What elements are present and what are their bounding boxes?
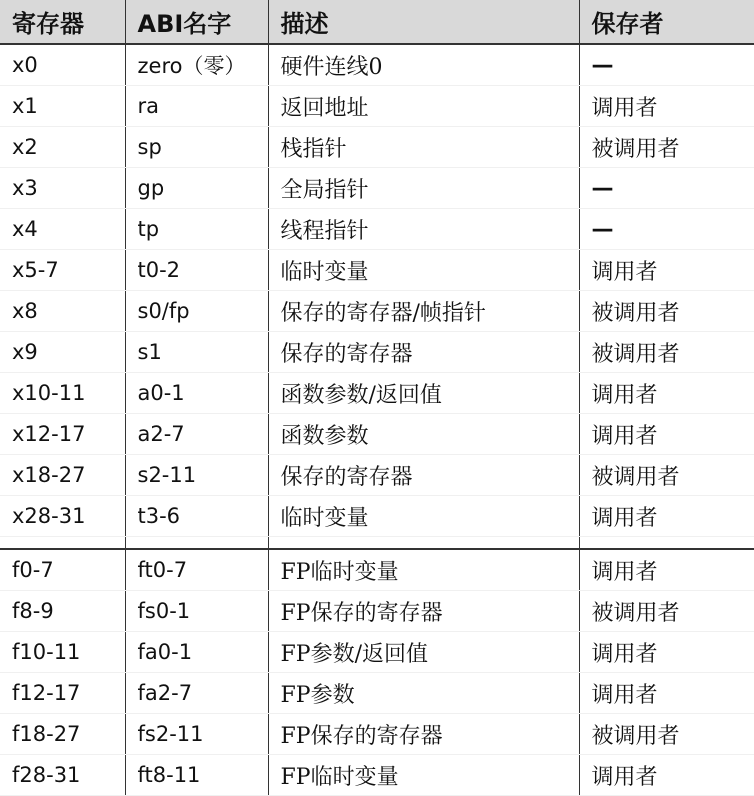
saver-cell: 被调用者 xyxy=(579,291,754,332)
description-cell: FP参数 xyxy=(268,673,579,714)
register-cell: x12-17 xyxy=(0,414,125,455)
register-cell: x4 xyxy=(0,209,125,250)
spacer-cell xyxy=(0,537,125,550)
description-cell: 全局指针 xyxy=(268,168,579,209)
saver-cell: — xyxy=(579,168,754,209)
register-cell: x9 xyxy=(0,332,125,373)
saver-cell: 调用者 xyxy=(579,373,754,414)
table-row xyxy=(0,414,754,455)
table-row xyxy=(0,632,754,673)
header-saver: 保存者 xyxy=(579,0,754,44)
abi-name-cell: gp xyxy=(125,168,268,209)
saver-cell: 调用者 xyxy=(579,250,754,291)
description-cell: 保存的寄存器 xyxy=(268,332,579,373)
table-row xyxy=(0,496,754,537)
header-row xyxy=(0,0,754,44)
register-cell: x3 xyxy=(0,168,125,209)
saver-cell: 被调用者 xyxy=(579,455,754,496)
abi-name-cell: t3-6 xyxy=(125,496,268,537)
description-cell: FP保存的寄存器 xyxy=(268,714,579,755)
header-register: 寄存器 xyxy=(0,0,125,44)
abi-name-cell: fs0-1 xyxy=(125,591,268,632)
abi-name-cell: ra xyxy=(125,86,268,127)
abi-name-cell: a2-7 xyxy=(125,414,268,455)
saver-cell: 调用者 xyxy=(579,549,754,591)
table-row xyxy=(0,291,754,332)
saver-cell: 调用者 xyxy=(579,673,754,714)
saver-cell: 被调用者 xyxy=(579,127,754,168)
saver-cell: 被调用者 xyxy=(579,332,754,373)
description-cell: 线程指针 xyxy=(268,209,579,250)
register-cell: f0-7 xyxy=(0,549,125,591)
table-row xyxy=(0,714,754,755)
abi-name-cell: sp xyxy=(125,127,268,168)
register-cell: x18-27 xyxy=(0,455,125,496)
register-cell: x2 xyxy=(0,127,125,168)
header-abi-name: ABI名字 xyxy=(125,0,268,44)
saver-cell: 被调用者 xyxy=(579,714,754,755)
description-cell: 临时变量 xyxy=(268,496,579,537)
spacer-cell xyxy=(125,537,268,550)
register-cell: f28-31 xyxy=(0,755,125,796)
abi-name-cell: s2-11 xyxy=(125,455,268,496)
abi-name-cell: fa2-7 xyxy=(125,673,268,714)
abi-name-cell: tp xyxy=(125,209,268,250)
description-cell: FP参数/返回值 xyxy=(268,632,579,673)
spacer-cell xyxy=(579,537,754,550)
description-cell: FP临时变量 xyxy=(268,549,579,591)
group-spacer xyxy=(0,537,754,550)
register-cell: f18-27 xyxy=(0,714,125,755)
saver-cell: 调用者 xyxy=(579,755,754,796)
table-row xyxy=(0,209,754,250)
table-row xyxy=(0,455,754,496)
description-cell: 硬件连线0 xyxy=(268,44,579,86)
table-row xyxy=(0,373,754,414)
register-cell: x5-7 xyxy=(0,250,125,291)
table-row xyxy=(0,332,754,373)
register-cell: x8 xyxy=(0,291,125,332)
saver-cell: 调用者 xyxy=(579,86,754,127)
description-cell: 临时变量 xyxy=(268,250,579,291)
abi-name-cell: s1 xyxy=(125,332,268,373)
saver-cell: 调用者 xyxy=(579,496,754,537)
description-cell: FP临时变量 xyxy=(268,755,579,796)
description-cell: 保存的寄存器 xyxy=(268,455,579,496)
saver-cell: 调用者 xyxy=(579,414,754,455)
description-cell: 函数参数/返回值 xyxy=(268,373,579,414)
abi-name-cell: a0-1 xyxy=(125,373,268,414)
table-row xyxy=(0,44,754,86)
table-row xyxy=(0,591,754,632)
description-cell: FP保存的寄存器 xyxy=(268,591,579,632)
abi-name-cell: s0/fp xyxy=(125,291,268,332)
table-row xyxy=(0,127,754,168)
saver-cell: — xyxy=(579,209,754,250)
description-cell: 栈指针 xyxy=(268,127,579,168)
table-row xyxy=(0,168,754,209)
register-cell: x1 xyxy=(0,86,125,127)
table-row xyxy=(0,86,754,127)
abi-name-cell: fs2-11 xyxy=(125,714,268,755)
register-cell: f8-9 xyxy=(0,591,125,632)
abi-name-cell: t0-2 xyxy=(125,250,268,291)
table-row xyxy=(0,755,754,796)
table-row xyxy=(0,250,754,291)
header-description: 描述 xyxy=(268,0,579,44)
saver-cell: 调用者 xyxy=(579,632,754,673)
register-cell: x28-31 xyxy=(0,496,125,537)
register-cell: x10-11 xyxy=(0,373,125,414)
register-cell: x0 xyxy=(0,44,125,86)
description-cell: 保存的寄存器/帧指针 xyxy=(268,291,579,332)
table-row xyxy=(0,549,754,591)
description-cell: 返回地址 xyxy=(268,86,579,127)
abi-name-cell: ft8-11 xyxy=(125,755,268,796)
abi-name-cell: ft0-7 xyxy=(125,549,268,591)
register-cell: f12-17 xyxy=(0,673,125,714)
spacer-cell xyxy=(268,537,579,550)
abi-name-cell: fa0-1 xyxy=(125,632,268,673)
saver-cell: — xyxy=(579,44,754,86)
description-cell: 函数参数 xyxy=(268,414,579,455)
saver-cell: 被调用者 xyxy=(579,591,754,632)
abi-name-cell: zero（零） xyxy=(125,44,268,86)
register-cell: f10-11 xyxy=(0,632,125,673)
table-row xyxy=(0,673,754,714)
